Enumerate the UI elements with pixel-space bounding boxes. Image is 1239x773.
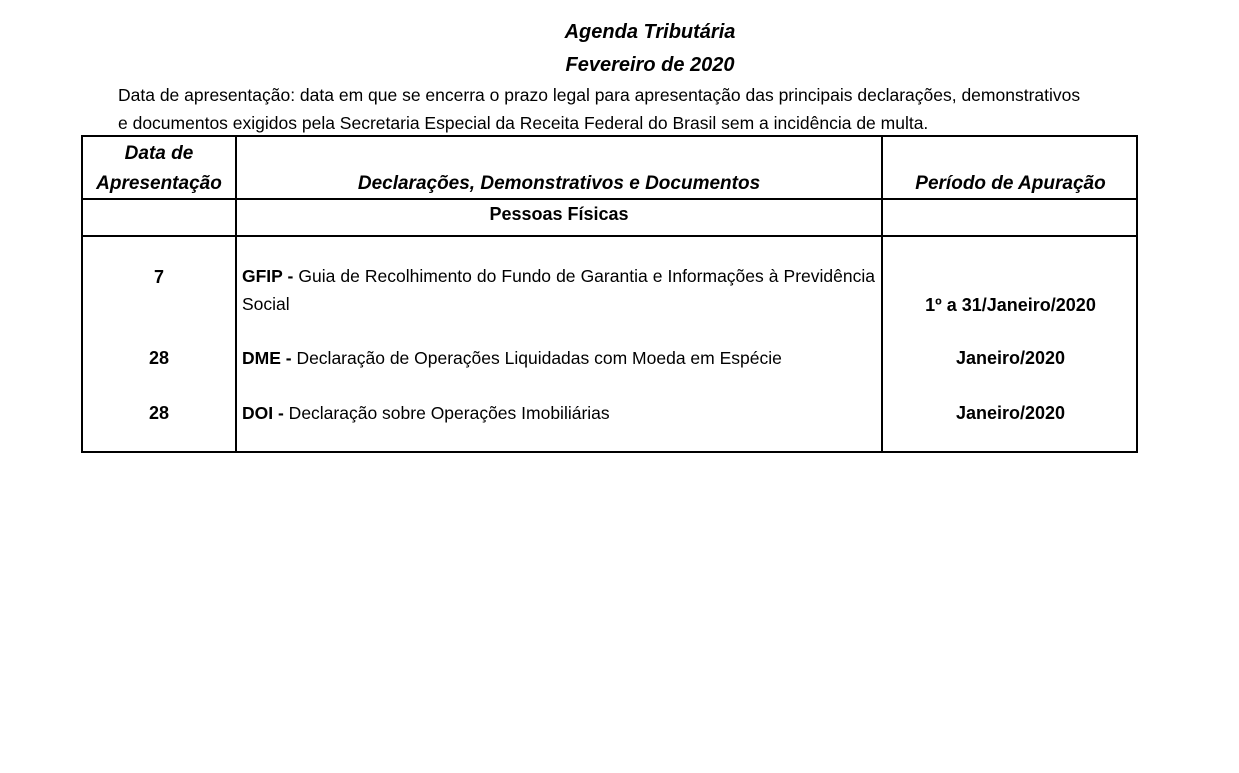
- row-description-text: Guia de Recolhimento do Fundo de Garantia e Informações à Previdência Social: [242, 266, 875, 314]
- intro-text-line-1: Data de apresentação: data em que se encerra o prazo legal para apresentação das principais declarações, demonstrativos: [118, 85, 1081, 105]
- column-header-date-line-2: Apresentação: [96, 173, 222, 194]
- page-subtitle: Fevereiro de 2020: [565, 54, 735, 76]
- column-header-period: Período de Apuração: [915, 173, 1106, 194]
- row-code: GFIP -: [242, 266, 294, 286]
- row-code: DME -: [242, 348, 292, 368]
- row-period: Janeiro/2020: [955, 348, 1066, 368]
- section-label: Pessoas Físicas: [489, 204, 629, 224]
- column-header-date-line-1: Data de: [124, 143, 194, 164]
- row-code: DOI -: [242, 403, 284, 423]
- page-title: Agenda Tributária: [564, 21, 736, 43]
- row-period: Janeiro/2020: [955, 403, 1066, 423]
- row-date: 7: [153, 267, 164, 287]
- row-divider: [83, 235, 1136, 237]
- intro-text-line-2: e documentos exigidos pela Secretaria Especial da Receita Federal do Brasil sem a incidência de multa.: [118, 113, 929, 133]
- row-period: 1º a 31/Janeiro/2020: [925, 295, 1096, 315]
- row-description: [242, 262, 875, 318]
- tax-schedule-table: [81, 135, 1138, 453]
- row-description: [242, 399, 875, 427]
- column-header-date: [83, 139, 235, 199]
- row-description-text: Declaração de Operações Liquidadas com Moeda em Espécie: [291, 348, 782, 368]
- row-description: [242, 344, 875, 372]
- column-header-declarations: Declarações, Demonstrativos e Documentos: [357, 173, 761, 194]
- row-date: 28: [148, 348, 170, 368]
- row-date: 28: [148, 403, 170, 423]
- row-description-text: Declaração sobre Operações Imobiliárias: [283, 403, 610, 423]
